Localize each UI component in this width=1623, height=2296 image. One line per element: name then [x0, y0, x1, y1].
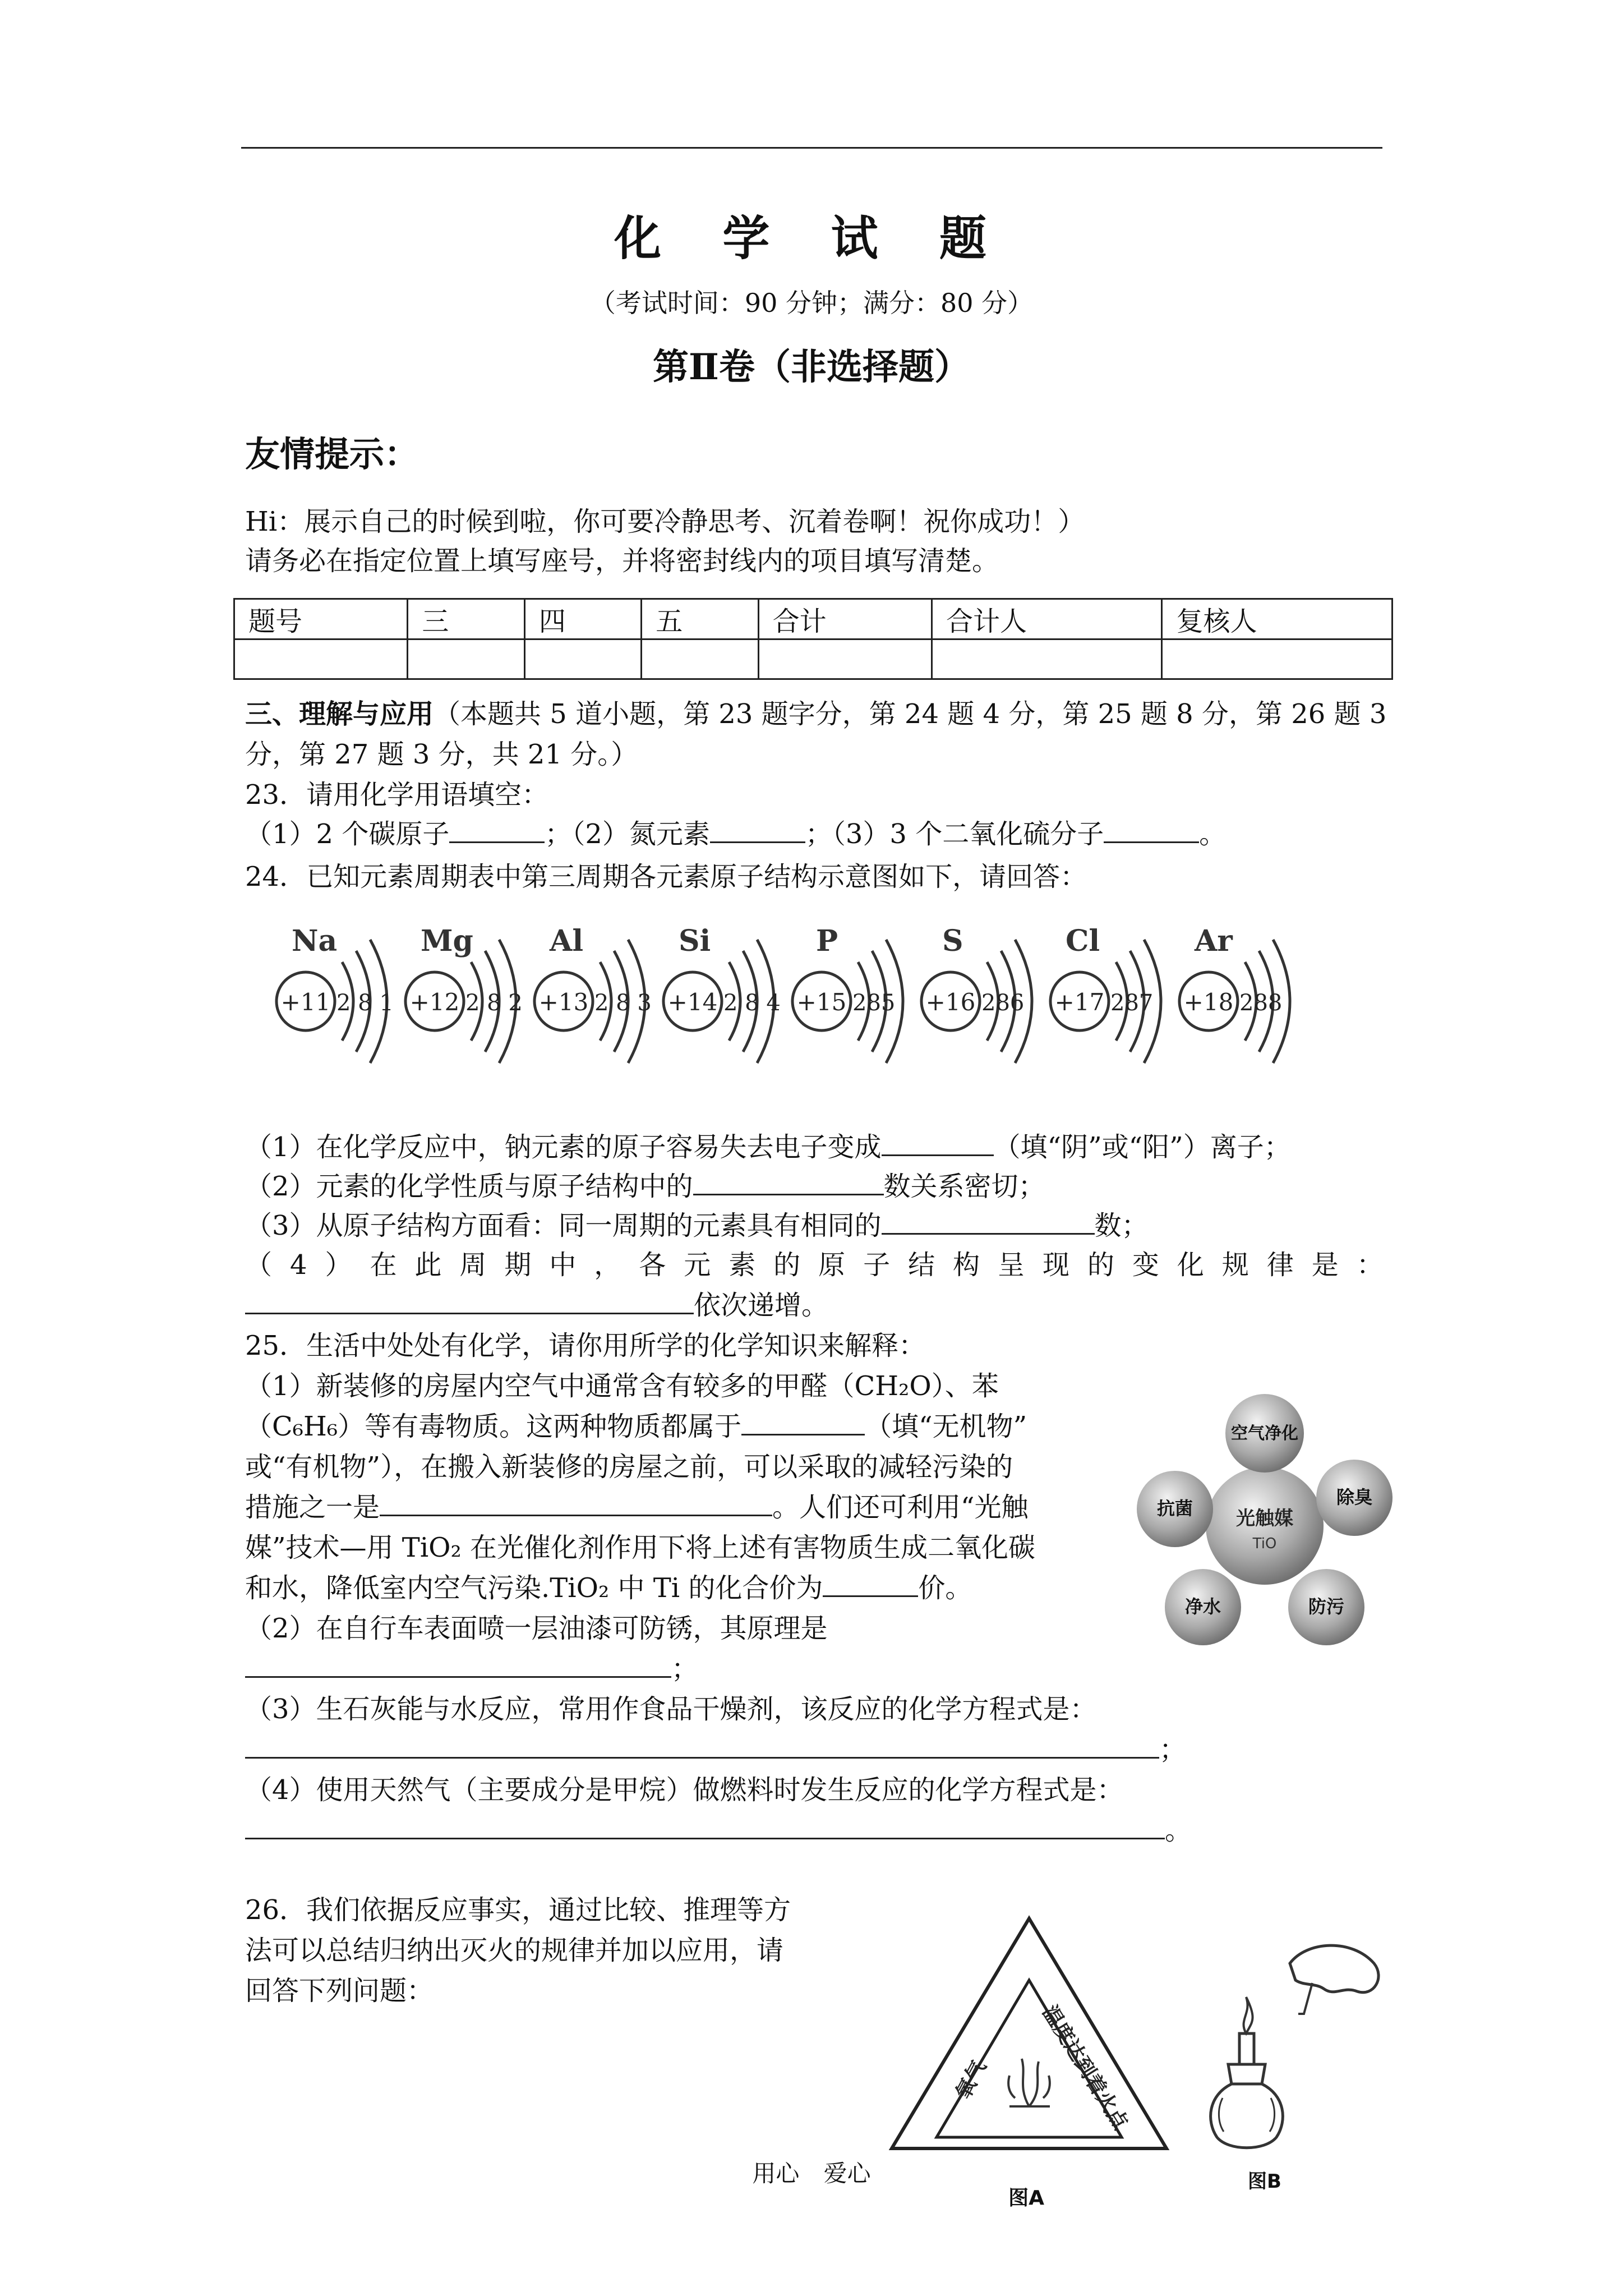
photocatalyst-figure — [1133, 1391, 1396, 1655]
answer-blank[interactable] — [693, 1169, 884, 1195]
q25-stem: 25．生活中处处有化学，请你用所学的化学知识来解释： — [245, 1330, 926, 1361]
score-entry-cell[interactable] — [1162, 639, 1393, 679]
q24-p4-char: 是 — [1311, 1249, 1339, 1281]
score-table — [233, 598, 1393, 680]
tips-line-1: Hi：展示自己的时候到啦，你可要冷静思考、沉着卷啊！祝你成功！） — [245, 506, 1085, 537]
atom-nucleus: +15 — [796, 988, 847, 1016]
atom-symbol: Cl — [1066, 924, 1100, 958]
atom-shells: 2 8 4 — [723, 990, 781, 1016]
score-entry-cell[interactable] — [758, 639, 932, 679]
q24-p1-hint: （填“阴”或“阳”）离子； — [993, 1131, 1291, 1163]
q25-p1-line-3: 或“有机物”），在搬入新装修的房屋之前，可以采取的减轻污染的 — [245, 1451, 1013, 1483]
score-header-cell: 合计人 — [932, 599, 1162, 639]
q24-p4-char: 各 — [639, 1249, 666, 1281]
item-label: 净水 — [1184, 1596, 1221, 1617]
q24-p4-char: 化 — [1177, 1249, 1204, 1281]
score-header-cell: 合计 — [758, 599, 932, 639]
q25-part-4: （4）使用天然气（主要成分是甲烷）做燃料时发生反应的化学方程式是： — [245, 1774, 1124, 1806]
atom-na — [276, 924, 394, 1063]
q24-p4-char: ， — [594, 1249, 621, 1281]
q25-part-2-answer — [245, 1649, 698, 1688]
atom-si — [663, 924, 781, 1063]
q24-p4-char: 期 — [504, 1249, 532, 1281]
q24-part-4-answer — [245, 1286, 828, 1325]
atom-shells: 286 — [981, 990, 1025, 1016]
q25-p1-line-6 — [245, 1568, 972, 1608]
q25-part-2: （2）在自行车表面喷一层油漆可防锈，其原理是 — [245, 1613, 828, 1644]
q25-p1-line-5: 媒”技术—用 TiO₂ 在光催化剂作用下将上述有害物质生成二氧化碳 — [245, 1532, 1036, 1563]
q24-p4-char: 中 — [549, 1249, 577, 1281]
score-header-cell: 五 — [642, 599, 758, 639]
hand-icon — [1290, 1945, 1378, 1993]
page-title: 化 学 试 题 — [614, 210, 1009, 266]
q24-part-1 — [245, 1128, 1291, 1167]
answer-blank[interactable] — [741, 1409, 865, 1435]
q24-p4-char: 现 — [1042, 1249, 1069, 1281]
q25-p3-end: ； — [1159, 1734, 1187, 1765]
q24-stem: 24．已知元素周期表中第三周期各元素原子结构示意图如下，请回答： — [245, 861, 1087, 892]
item-label: 抗菌 — [1156, 1498, 1193, 1519]
q24-p4-char: 周 — [459, 1249, 487, 1281]
atom-symbol: Si — [679, 924, 711, 958]
score-header-cell: 题号 — [234, 599, 408, 639]
score-table-header-row — [234, 599, 1393, 639]
q24-p4-char: 在 — [370, 1249, 397, 1281]
atom-nucleus: +12 — [409, 988, 460, 1016]
score-entry-cell[interactable] — [932, 639, 1162, 679]
q24-p4-char: （ — [245, 1249, 273, 1281]
answer-blank[interactable] — [882, 1208, 1095, 1235]
q24-p4-char: 的 — [1087, 1249, 1114, 1281]
center-label: 光触媒 — [1236, 1507, 1293, 1530]
answer-blank[interactable] — [449, 817, 545, 843]
q23-part-3: ；（3）3 个二氧化硫分子 — [805, 818, 1104, 850]
q25-p1-text: 价。 — [918, 1572, 972, 1604]
q23-parts — [245, 815, 1226, 854]
atom-symbol: Na — [292, 924, 338, 958]
answer-blank[interactable] — [710, 817, 805, 843]
q23-part-1: （1）2 个碳原子 — [245, 818, 450, 850]
q24-p3-text: （3）从原子结构方面看：同一周期的元素具有相同的 — [245, 1210, 882, 1241]
atom-symbol: Al — [550, 924, 584, 958]
q24-p4-char: 的 — [773, 1249, 801, 1281]
page-footer: 用心 爱心 — [752, 2160, 871, 2187]
section-3-desc: （本题共 5 道小题，第 23 题字分，第 24 题 4 分，第 25 题 8 分，第 26 题 3 — [434, 698, 1387, 730]
answer-blank[interactable] — [245, 1732, 1159, 1759]
q25-p1-text: 。人们还可利用“光触 — [772, 1492, 1029, 1523]
q24-p4-char: 子 — [863, 1249, 891, 1281]
atom-symbol: Ar — [1195, 924, 1233, 958]
q25-p1-text: 措施之一是 — [245, 1492, 380, 1523]
q26-line-3: 回答下列问题： — [245, 1975, 434, 2007]
q24-p4-char: 4 — [289, 1249, 307, 1281]
q25-p1-line-2 — [245, 1407, 1027, 1446]
atom-s — [921, 924, 1032, 1063]
figure-b-label: 图B — [1248, 2170, 1281, 2193]
answer-blank[interactable] — [245, 1813, 1165, 1839]
q24-p4-char: 规 — [1221, 1249, 1249, 1281]
q25-p1-line-1: （1）新装修的房屋内空气中通常含有较多的甲醛（CH₂O）、苯 — [245, 1370, 999, 1402]
side-label-temperature: 温度达到着火点 — [1038, 2001, 1133, 2134]
q24-p4-char: 变 — [1132, 1249, 1159, 1281]
item-label: 空气净化 — [1231, 1424, 1298, 1443]
atom-nucleus: +17 — [1054, 988, 1105, 1016]
section-3-heading — [245, 694, 1386, 734]
q24-p1-text: （1）在化学反应中，钠元素的原子容易失去电子变成 — [245, 1131, 882, 1163]
q24-part-2 — [245, 1167, 1045, 1206]
atom-p — [792, 924, 903, 1063]
exam-info: （考试时间：90 分钟；满分：80 分） — [589, 288, 1034, 318]
q24-p4-char: 构 — [953, 1249, 980, 1281]
atom-nucleus: +13 — [538, 988, 589, 1016]
q24-part-3 — [245, 1206, 1149, 1245]
q24-p4-char: 素 — [728, 1249, 756, 1281]
q24-part-4 — [245, 1245, 1384, 1285]
score-header-cell: 三 — [408, 599, 524, 639]
q25-p1-line-4 — [245, 1488, 1029, 1527]
q24-p4-char: 律 — [1266, 1249, 1294, 1281]
atom-nucleus: +18 — [1183, 988, 1234, 1016]
q25-p4-end: 。 — [1165, 1815, 1192, 1846]
q25-p1-text: （C₆H₆）等有毒物质。这两种物质都属于 — [245, 1411, 742, 1442]
figure-a-label: 图A — [1008, 2187, 1044, 2210]
q25-part-3-answer — [245, 1730, 1186, 1769]
atom-symbol: S — [942, 924, 963, 958]
score-entry-cell[interactable] — [524, 639, 641, 679]
atom-al — [534, 924, 652, 1063]
atom-shells: 2 8 2 — [465, 990, 523, 1016]
score-entry-cell[interactable] — [234, 639, 408, 679]
atom-symbol: P — [816, 924, 838, 958]
q26-line-2: 法可以总结归纳出灭火的规律并加以应用，请 — [245, 1935, 784, 1966]
atom-shells: 285 — [852, 990, 896, 1016]
q24-p4-char: 元 — [684, 1249, 711, 1281]
atom-shells: 2 8 3 — [594, 990, 652, 1016]
q24-p4-char: 结 — [908, 1249, 935, 1281]
q24-p4-char: 此 — [414, 1249, 442, 1281]
atom-shells: 288 — [1239, 990, 1283, 1016]
q25-part-4-answer — [245, 1811, 1192, 1850]
q24-p4-char: 呈 — [998, 1249, 1025, 1281]
q24-p4-end: 依次递增。 — [694, 1290, 829, 1321]
atom-nucleus: +16 — [925, 988, 976, 1016]
q23-part-2: ；（2）氮元素 — [545, 818, 710, 850]
answer-blank[interactable] — [380, 1490, 772, 1516]
atom-shells: 2 8 1 — [336, 990, 394, 1016]
answer-blank[interactable] — [245, 1288, 694, 1314]
q24-p2-tail: 数关系密切； — [883, 1171, 1045, 1202]
q25-p2-end: ； — [671, 1653, 699, 1685]
item-label: 防污 — [1308, 1596, 1345, 1617]
tips-heading: 友情提示： — [245, 434, 419, 475]
atom-cl — [1050, 924, 1161, 1063]
score-header-cell: 复核人 — [1162, 599, 1393, 639]
atom-nucleus: +11 — [280, 988, 331, 1016]
atom-mg — [405, 924, 523, 1063]
item-label: 除臭 — [1336, 1487, 1373, 1508]
q23-end: 。 — [1199, 818, 1227, 850]
center-sublabel: TiO — [1252, 1535, 1277, 1552]
atom-shells: 287 — [1110, 990, 1154, 1016]
q24-p4-char: ） — [325, 1249, 352, 1281]
tips-line-2: 请务必在指定位置上填写座号，并将密封线内的项目填写清楚。 — [245, 545, 999, 577]
score-table-entry-row — [234, 639, 1393, 679]
q24-p4-char: ： — [1356, 1249, 1384, 1281]
volume-title: 第Ⅱ卷（非选择题） — [653, 346, 970, 388]
side-label-oxygen: 氧气 — [951, 2056, 991, 2104]
fire-icon — [1008, 2059, 1050, 2106]
score-entry-cell[interactable] — [408, 639, 524, 679]
q25-p1-hint: （填“无机物” — [865, 1411, 1027, 1442]
section-3-desc-2: 分，第 27 题 3 分，共 21 分。） — [245, 739, 638, 770]
flame-icon — [1243, 1997, 1252, 2033]
answer-blank[interactable] — [823, 1571, 918, 1597]
atom-nucleus: +14 — [667, 988, 718, 1016]
answer-blank[interactable] — [245, 1651, 671, 1678]
score-header-cell: 四 — [524, 599, 641, 639]
top-rule — [241, 147, 1382, 149]
score-entry-cell[interactable] — [642, 639, 758, 679]
atom-symbol: Mg — [421, 924, 473, 958]
q24-p2-text: （2）元素的化学性质与原子结构中的 — [245, 1171, 693, 1202]
lamp-body — [1211, 2084, 1283, 2148]
section-3-title: 三、理解与应用 — [245, 698, 434, 730]
q24-p4-char: 原 — [818, 1249, 846, 1281]
atomic-structure-diagrams — [247, 917, 1363, 1102]
q24-p3-tail: 数； — [1094, 1210, 1149, 1241]
answer-blank[interactable] — [882, 1130, 994, 1156]
q25-p1-text: 和水，降低室内空气污染.TiO₂ 中 Ti 的化合价为 — [245, 1572, 823, 1604]
atom-ar — [1179, 924, 1290, 1063]
q26-line-1: 26．我们依据反应事实，通过比较、推理等方 — [245, 1894, 791, 1926]
q25-part-3: （3）生石灰能与水反应，常用作食品干燥剂，该反应的化学方程式是： — [245, 1694, 1097, 1725]
answer-blank[interactable] — [1104, 817, 1199, 843]
q23-stem: 23．请用化学用语填空： — [245, 779, 549, 811]
